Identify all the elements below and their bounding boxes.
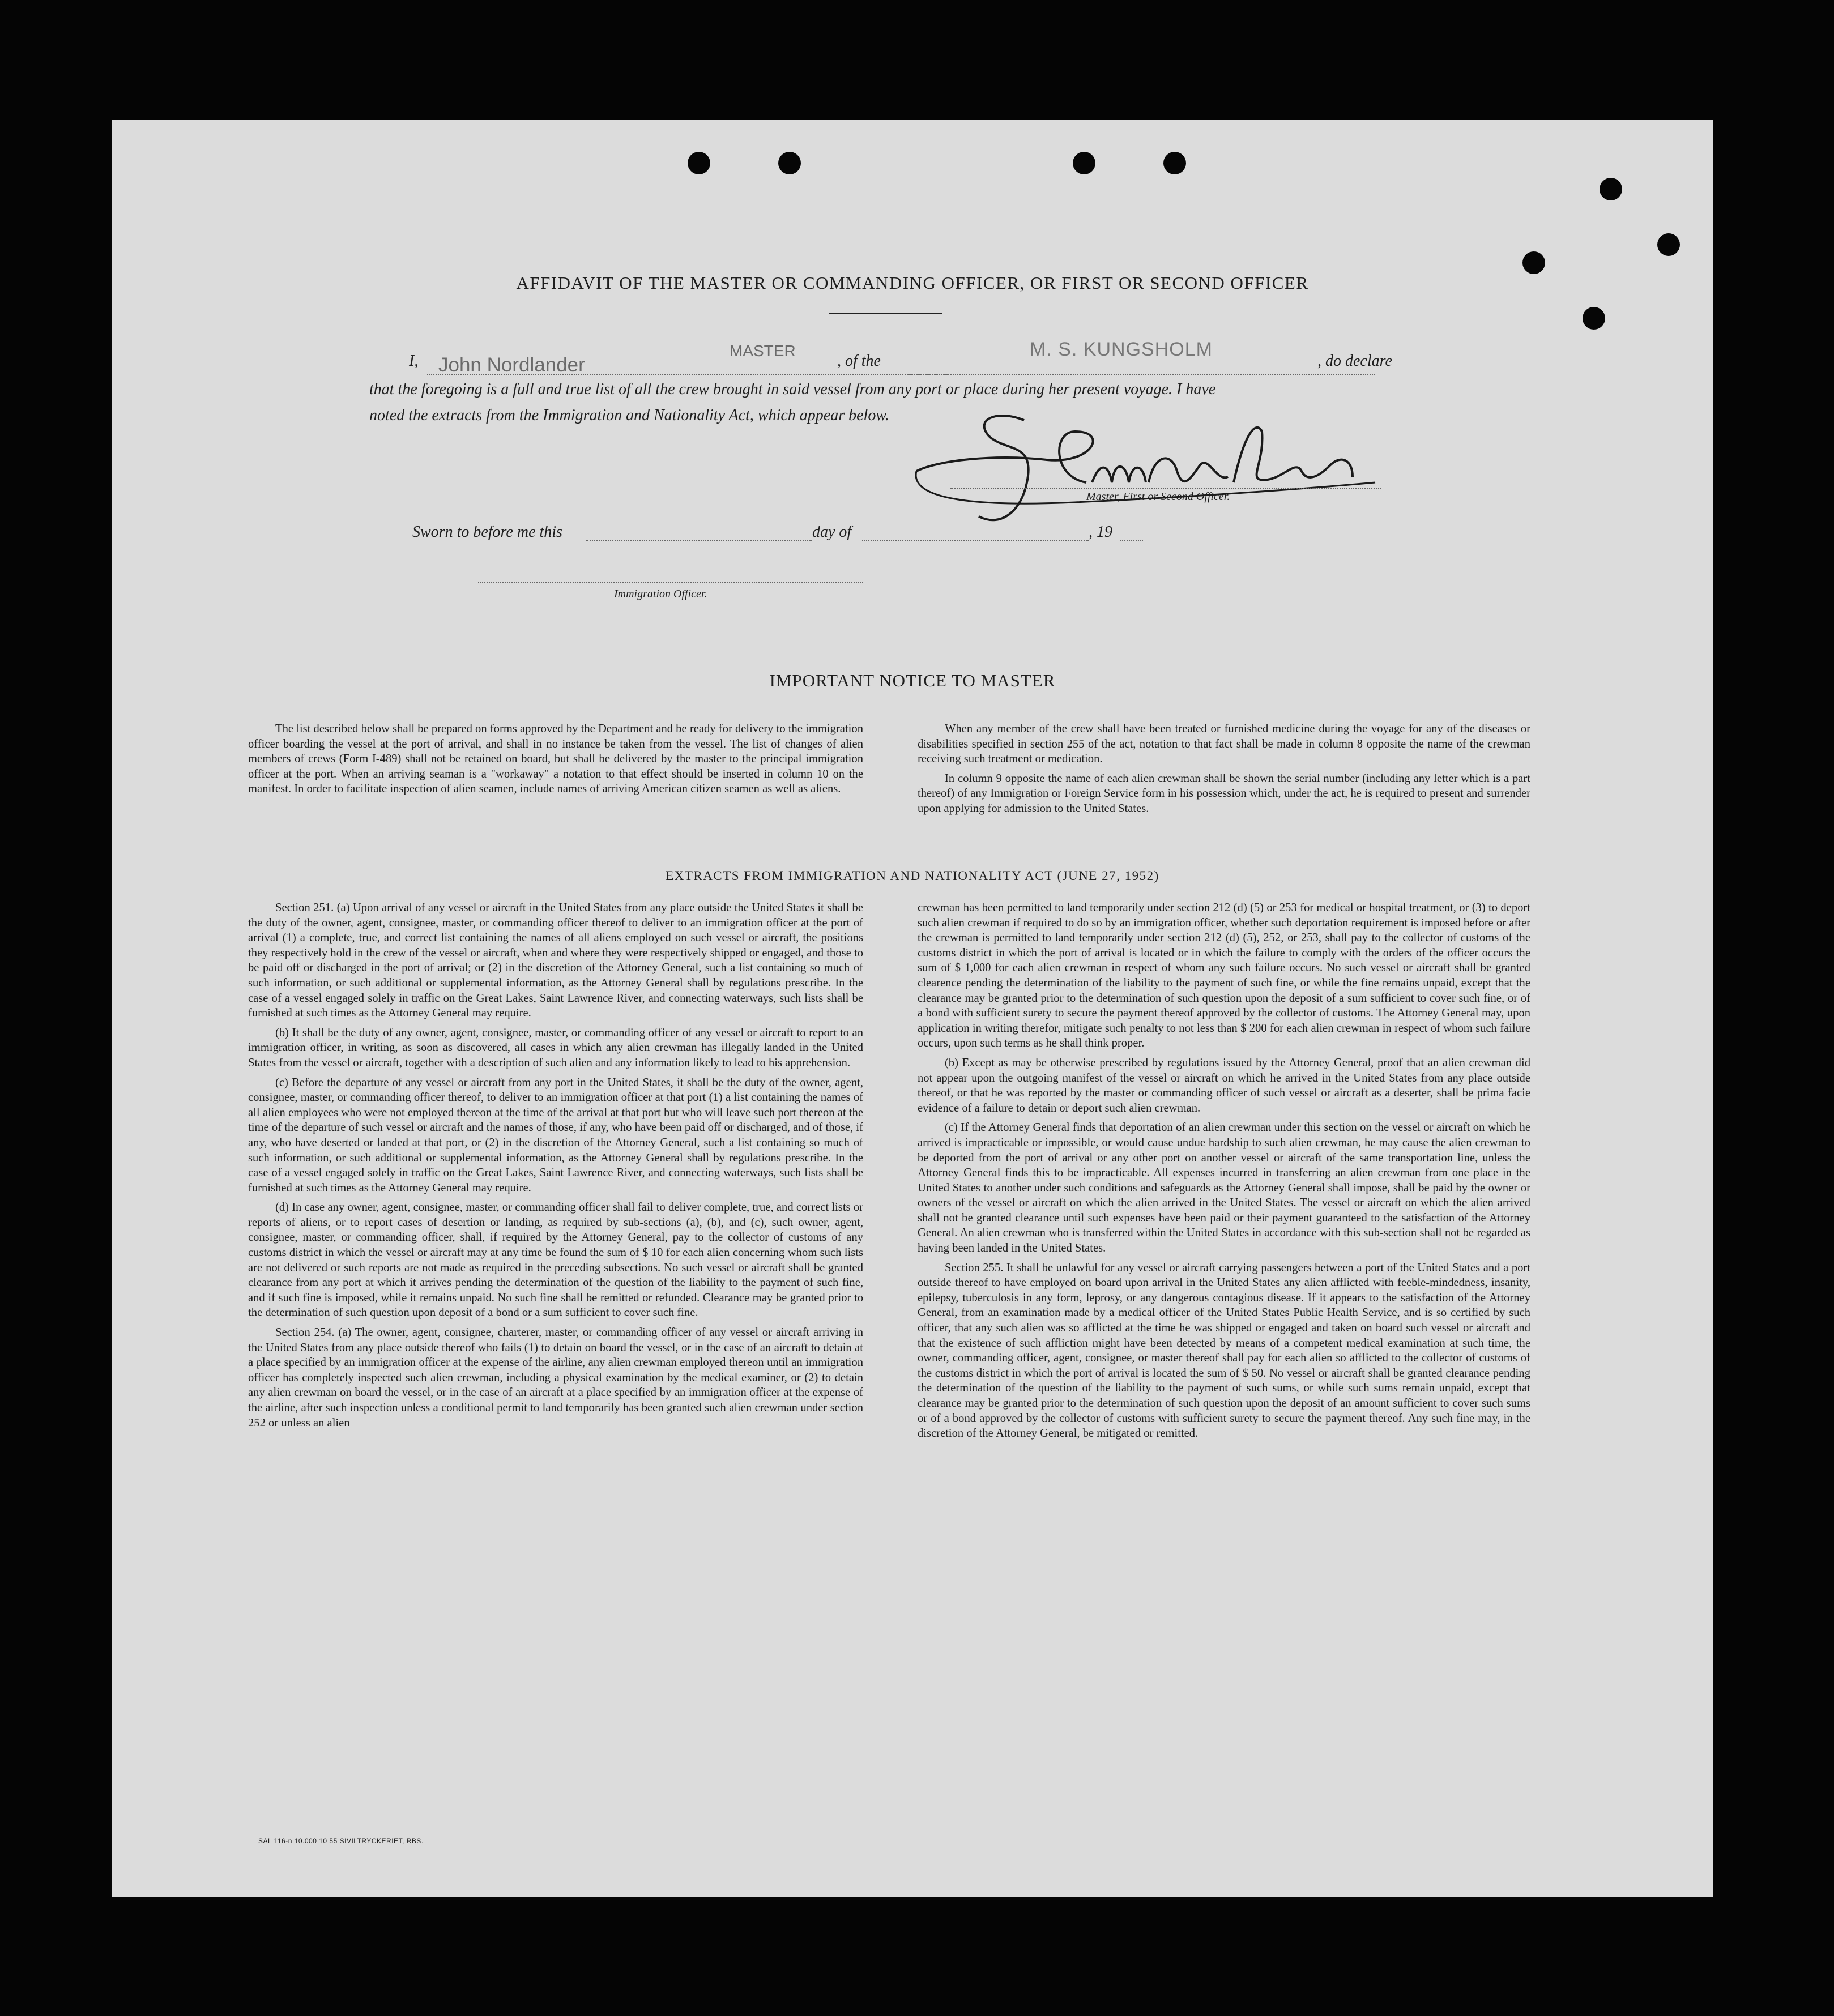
declaration-prefix: I, <box>409 352 419 370</box>
document-page <box>112 120 1713 1897</box>
extract-paragraph: (d) In case any owner, agent, consignee, master, or commanding officer shall fail to deliver complete, true, and correct lists or reports of aliens, or to report cases of desertion or landing, as required by sub-sections (a), (b), and (c), such owner, agent, consignee, master, or commanding officer, shall, if required by the Attorney General, pay to the collector of customs of any customs district in which the vessel or aircraft may at any time be found the sum of $ 10 for each alien concerning whom such lists are not delivered or such reports are not made as required in the preceding subsections. No such vessel or aircraft shall be granted clearance from any port at which it arrives pending the determination of the question of the liability to the payment of such fine, and if such fine is imposed, while it remains unpaid. No such fine shall be remitted or refunded. Clearance may be granted prior to the determination of such question upon deposit of a bond or a sum sufficient to cover such fine. <box>248 1201 863 1319</box>
name-dotted-line <box>427 374 948 375</box>
extract-paragraph: Section 255. It shall be unlawful for any vessel or aircraft carrying passengers between a port of the United States and a port outside thereof to have employed on board upon arrival in the United States any alien afflicted with feeble-mindedness, insanity, epilepsy, tuberculosis in any form, leprosy, or any dangerous contagious disease. If it appears to the satisfaction of the Attorney General, from an examination made by a medical officer of the United States Public Health Service, and is so certified by such officer, that any such alien was so afflicted at the time he was shipped or engaged and taken on board such vessel or aircraft and that the existence of such affliction might have been detected by means of a competent medical examination at such time, the owner, commanding officer, agent, consignee, or master thereof shall pay for each alien so afflicted to the collector of customs of the customs district in which the port of arrival is located the sum of $ 50. No vessel or aircraft shall be granted clearance pending the determination of the question of the liability to the payment of such sums, or while such sums remain unpaid, except that clearance may be granted prior to the determination of such question upon the deposit of an amount sufficient to cover such sums or of a bond approved by the collector of customs with sufficient surety to secure the payment thereof. Any such fine may, in the discretion of the Attorney General, be mitigated or remitted. <box>918 1261 1530 1440</box>
extract-paragraph: Section 254. (a) The owner, agent, consignee, charterer, master, or commanding officer of any vessel or aircraft arriving in the United States from any place outside thereof who fails (1) to detain on board the vessel, or in the case of an aircraft to detain at a place specified by an immigration officer at the expense of the airline, any alien crewman employed thereon until an immigration officer has completely inspected such alien crewman, including a physical examination by the medical examiner, or (2) to detain any alien crewman on board the vessel, or in the case of an aircraft at a place specified by an immigration officer at the expense of the airline, after such inspection unless a conditional permit to land temporarily has been granted such alien crewman under section 252 or unless an alien <box>248 1326 863 1429</box>
extract-paragraph: Section 251. (a) Upon arrival of any vessel or aircraft in the United States from any place outside the United States it shall be the duty of the owner, agent, consignee, master, or commanding officer thereof to deliver to an immigration officer at the port of arrival (1) a complete, true, and correct list containing the names of all aliens employed on such vessel or aircraft, the positions they respectively hold in the crew of the vessel or aircraft, when and where they were respectively shipped or engaged, and those to be paid off or discharged in the port of arrival; or (2) in the discretion of the Attorney General, such a list containing so much of such information, or such additional or supplemental information, as the Attorney General shall by regulations prescribe. In the case of a vessel engaged solely in traffic on the Great Lakes, Saint Lawrence River, and connecting waterways, such lists shall be furnished at such times as the Attorney General may require. <box>248 902 863 1020</box>
master-name: John Nordlander <box>438 354 585 376</box>
notice-title: IMPORTANT NOTICE TO MASTER <box>769 670 1056 690</box>
notice-paragraph: The list described below shall be prepared on forms approved by the Department and be ready for delivery to the immigration officer boarding the vessel at the port of arrival, and shall in no instance be taken from the vessel. The list of changes of alien members of crews (Form I-489) shall not be retained on board, but shall be delivered by the master to the principal immigration officer at the port. When an arriving seaman is a "workaway" a notation to that effect should be inserted in column 10 on the manifest. In order to facilitate inspection of alien seamen, include names of arriving American citizen seamen as well as aliens. <box>248 723 863 796</box>
punch-hole <box>1522 251 1545 274</box>
punch-hole <box>1073 152 1095 174</box>
officer-dotted-line <box>478 582 863 583</box>
punch-hole <box>1583 307 1605 330</box>
vessel-name: M. S. KUNGSHOLM <box>1030 339 1213 360</box>
declaration-suffix: , do declare <box>1317 352 1392 370</box>
vessel-dotted-line <box>905 374 1375 375</box>
notice-paragraph: In column 9 opposite the name of each alien crewman shall be shown the serial number (including any letter which is a part thereof) of any Immigration or Foreign Service form in his possession which, under the act, he is required to present and surrender upon applying for admission to the United States. <box>918 772 1530 815</box>
sworn-day: day of <box>812 523 852 541</box>
extracts-left-column <box>248 900 863 1435</box>
declaration-of: , of the <box>837 352 881 370</box>
sworn-day-dotted-line <box>586 540 812 541</box>
punch-hole <box>778 152 801 174</box>
signature-dotted-line <box>950 488 1381 489</box>
notice-right-column <box>918 721 1530 821</box>
notice-left-column <box>248 721 863 801</box>
sworn-year: , 19 <box>1089 523 1112 541</box>
extracts-title: EXTRACTS FROM IMMIGRATION AND NATIONALITY ACT (JUNE 27, 1952) <box>666 869 1159 883</box>
notice-paragraph: When any member of the crew shall have been treated or furnished medicine during the voyage for any of the diseases or disabilities specified in section 255 of the act, notation to that fact shall be made in column 8 opposite the name of the crewman receiving such treatment or medication. <box>918 723 1530 766</box>
extracts-right-column <box>918 900 1530 1446</box>
punch-hole <box>1600 178 1622 200</box>
punch-hole <box>1163 152 1186 174</box>
printer-footer: SAL 116-n 10.000 10 55 SIVILTRYCKERIET, RBS. <box>258 1837 424 1845</box>
master-rank: MASTER <box>730 342 796 360</box>
declaration-line-2: that the foregoing is a full and true list of all the crew brought in said vessel from any port or place during her present voyage. I have <box>369 381 1216 398</box>
declaration-line-3: noted the extracts from the Immigration and Nationality Act, which appear below. <box>369 407 889 424</box>
officer-caption: Immigration Officer. <box>614 588 707 600</box>
master-signature <box>905 398 1415 545</box>
sworn-prefix: Sworn to before me this <box>412 523 562 541</box>
title-rule <box>829 313 942 314</box>
punch-hole <box>1657 233 1680 256</box>
affidavit-title: AFFIDAVIT OF THE MASTER OR COMMANDING OFFICER, OR FIRST OR SECOND OFFICER <box>516 273 1309 293</box>
sworn-year-dotted-line <box>1120 540 1143 541</box>
extract-paragraph: (b) It shall be the duty of any owner, agent, consignee, master, or commanding officer of any vessel or aircraft to report to an immigration officer, in writing, as soon as discovered, all cases in which any alien crewman has illegally landed in the United States from the vessel or aircraft, together with a description of such alien and any information likely to lead to his apprehension. <box>248 1026 863 1069</box>
extract-paragraph: (b) Except as may be otherwise prescribed by regulations issued by the Attorney General, proof that an alien crewman did not appear upon the outgoing manifest of the vessel or aircraft on which he arrived in the United States from any place outside thereof, or that he was reported by the master or commanding officer of such vessel or aircraft as a deserter, shall be prima facie evidence of a failure to detain or deport such alien crewman. <box>918 1056 1530 1114</box>
punch-hole <box>688 152 710 174</box>
extract-paragraph: (c) If the Attorney General finds that deportation of an alien crewman under this section on the vessel or aircraft on which he arrived is impracticable or impossible, or would cause undue hardship to such alien crewman, he may cause the alien crewman to be deported from the port of arrival or any other port on another vessel or aircraft of the same transportation line, unless the Attorney General finds this to be impracticable. All expenses incurred in transferring an alien crewman from one place in the United States to another under such conditions and safeguards as the Attorney General shall impose, shall be paid by the owner or owners of the vessel or aircraft on which the alien arrived in the United States. The vessel or aircraft on which the alien arrived shall not be granted clearance until such expenses have been paid or their payment guaranteed to the satisfaction of the Attorney General. An alien crewman who is transferred within the United States in accordance with this sub-section shall not be regarded as having been landed in the United States. <box>918 1121 1530 1255</box>
sworn-month-dotted-line <box>862 540 1089 541</box>
extract-paragraph: (c) Before the departure of any vessel or aircraft from any port in the United States, it shall be the duty of the owner, agent, consignee, master, or commanding officer thereof, to deliver to an immigration officer at that port (1) a list containing the names of all alien employees who were not employed thereon at the time of the arrival at that port but who will leave such port thereon at the time of the departure of such vessel or aircraft and the names of those, if any, who have been paid off or discharged, and of those, if any, who have deserted or landed at that port, or (2) in the discretion of the Attorney General, such a list containing so much of such information, or such additional or supplemental information, as the Attorney General shall by regulations prescribe. In the case of a vessel engaged solely in traffic on the Great Lakes, Saint Lawrence River, and connecting waterways, such lists shall be furnished at such times as the Attorney General may require. <box>248 1076 863 1194</box>
signature-caption: Master, First or Second Officer. <box>1086 490 1230 503</box>
extract-paragraph: crewman has been permitted to land temporarily under section 212 (d) (5) or 253 for medical or hospital treatment, or (3) to deport such alien crewman if required to do so by an immigration officer, whether such deportation requirement is imposed before or after the crewman is permitted to land temporarily under section 212 (d) (5), 252, or 253, shall pay to the collector of customs of the customs district in which the port of arrival is located or in which the failure to comply with the orders of the officer occurs the sum of $ 1,000 for each alien crewman in respect of whom any such failure occurs. No such vessel or aircraft shall be granted clearence pending the determination of the liability to the payment of such fine, or while the fine remains unpaid, except that the clearance may be granted prior to the determination of such question upon the deposit of a sum sufficient to cover such fine, or of a bond with sufficient surety to secure the payment thereof approved by the collector of customs. The Attorney General may, upon application in writing therefor, mitigate such penalty to not less than $ 200 for each alien crewman in respect of whom such failure occurs, upon such terms as he shall think proper. <box>918 902 1530 1050</box>
